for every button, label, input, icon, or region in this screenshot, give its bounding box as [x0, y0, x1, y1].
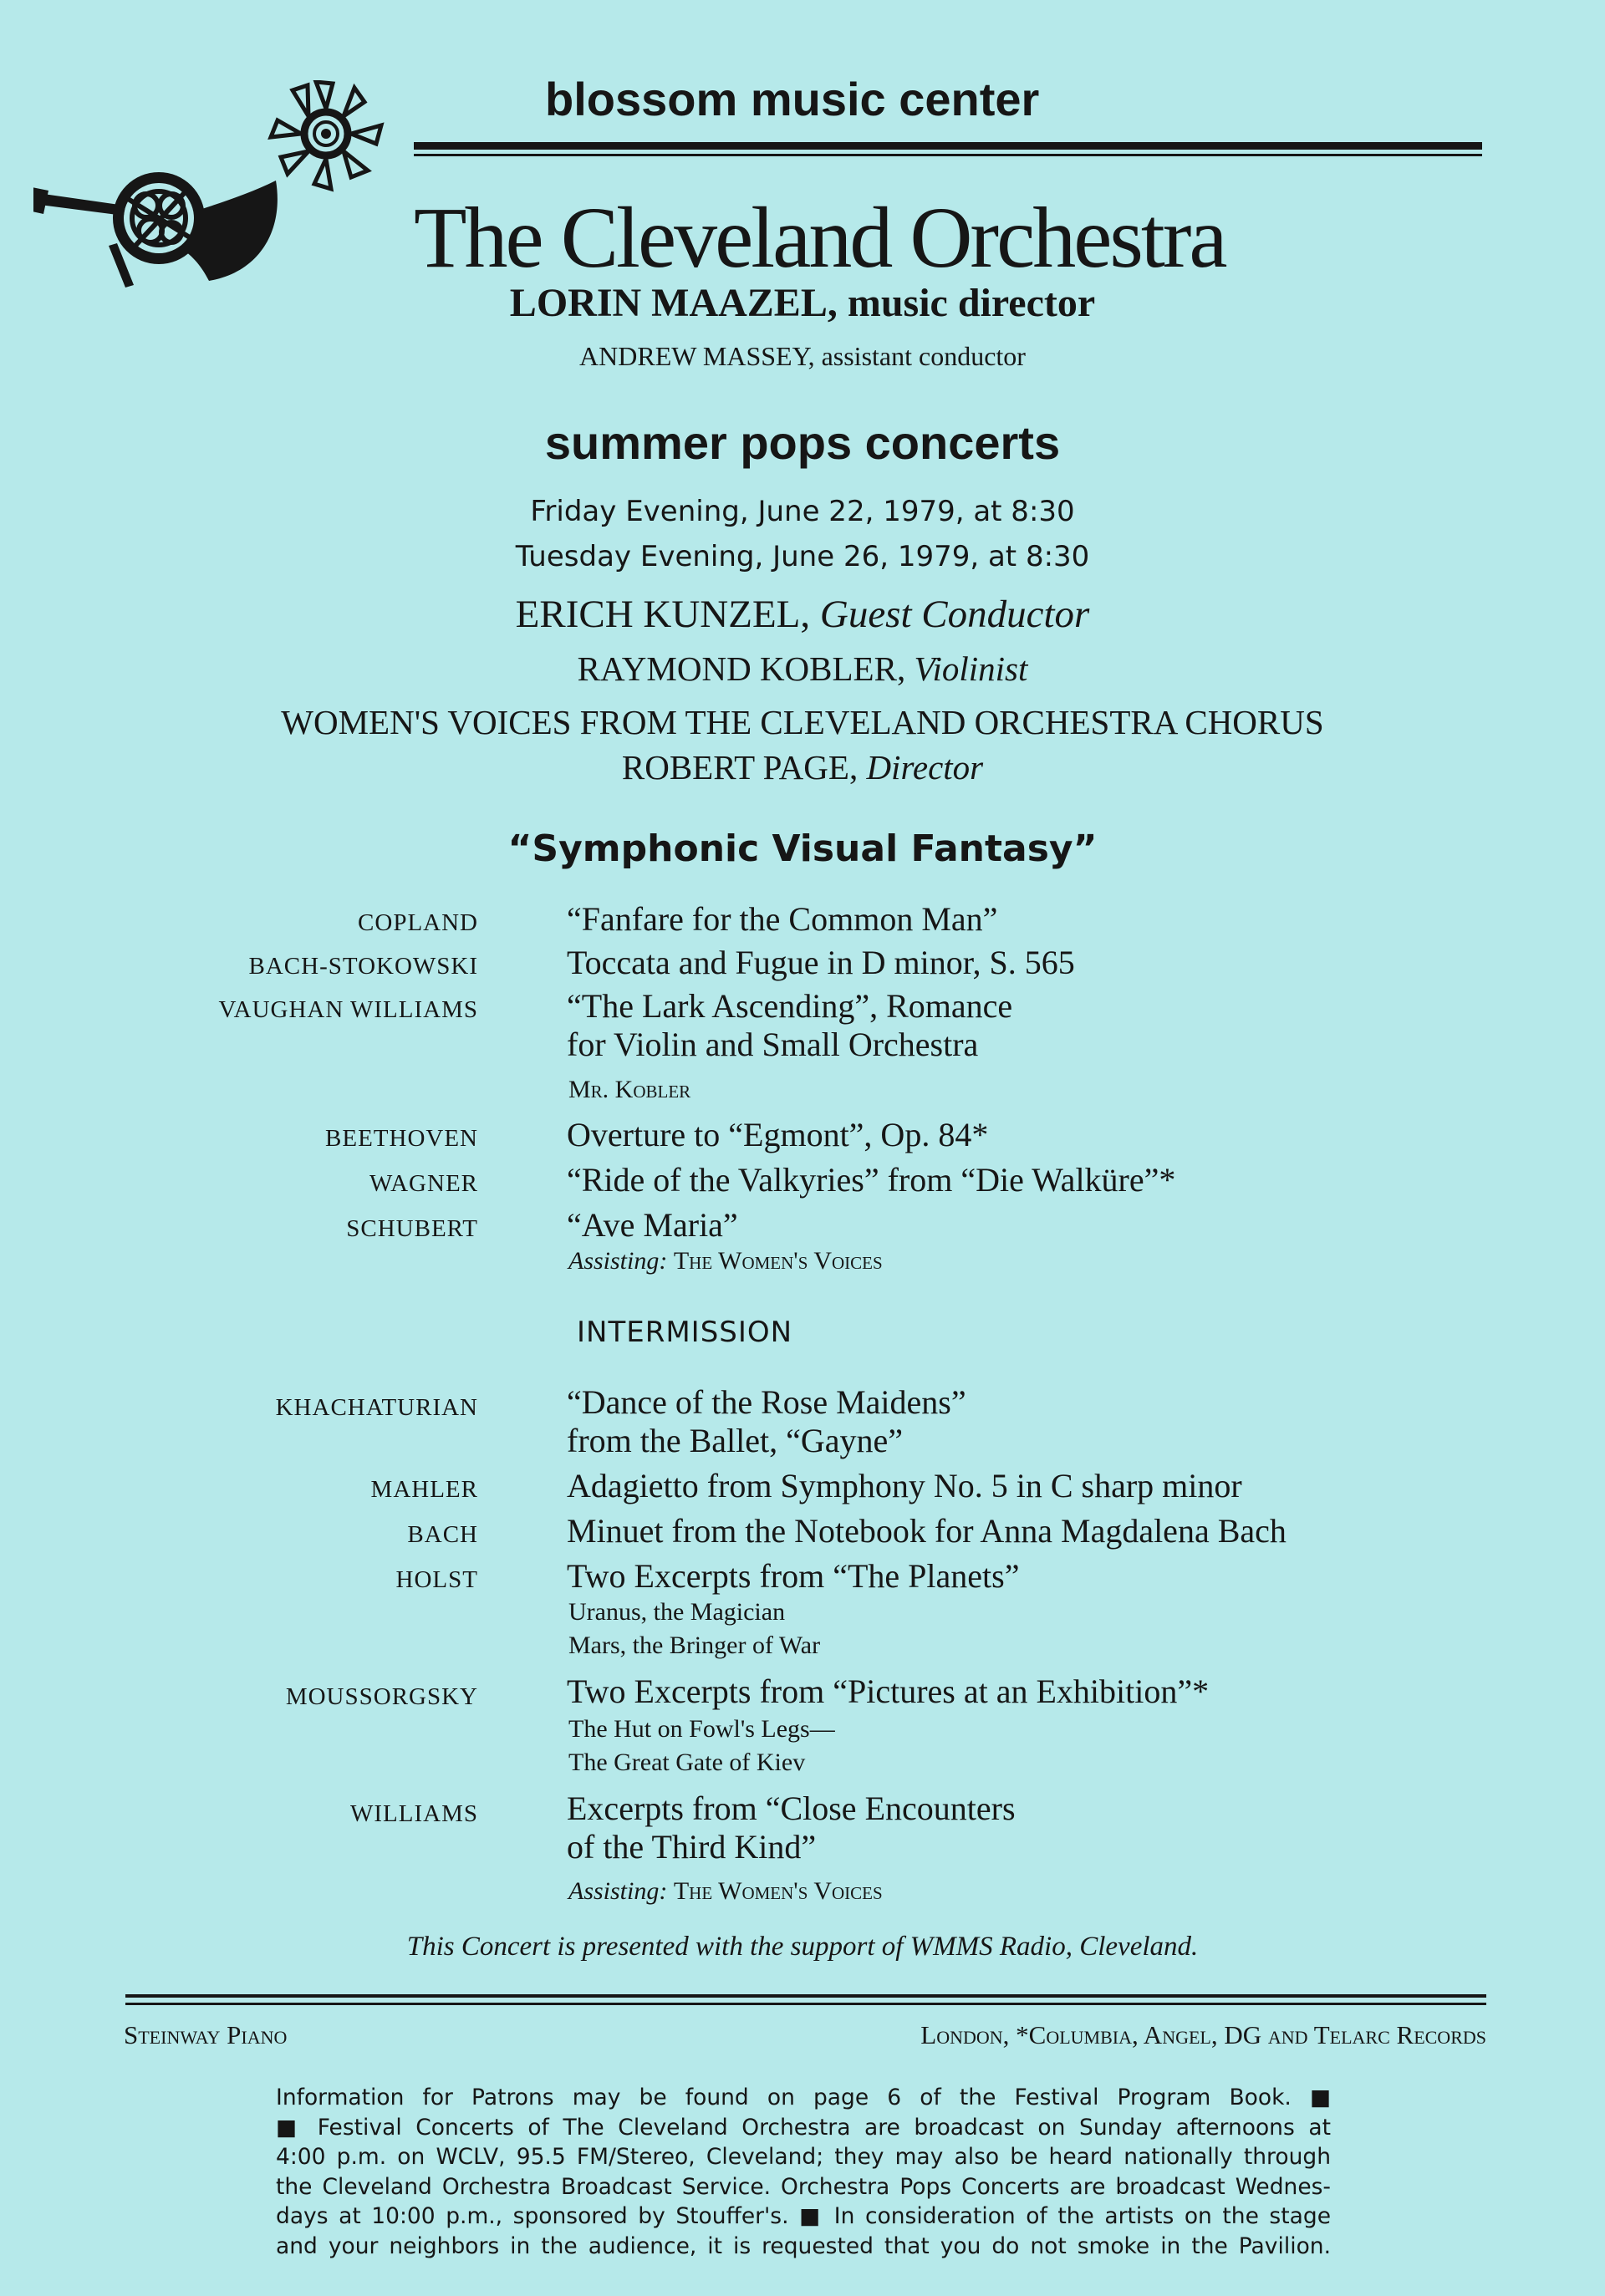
movement: The Hut on Fowl's Legs—: [568, 1715, 835, 1743]
work-title: Two Excerpts from “The Planets”: [567, 1557, 1020, 1595]
work-title: Overture to “Egmont”, Op. 84*: [567, 1116, 989, 1153]
orchestra-name: The Cleveland Orchestra: [414, 190, 1225, 286]
composer: WILLIAMS: [350, 1800, 478, 1827]
records-credit: London, *Columbia, Angel, DG and Telarc Records: [920, 2020, 1486, 2049]
chorus: WOMEN'S VOICES FROM THE CLEVELAND ORCHESTRA CHORUS: [281, 703, 1324, 741]
work-title-continued: from the Ballet, “Gayne”: [567, 1422, 904, 1459]
info-line: days at 10:00 p.m., sponsored by Stouffer's. ■ In consideration of the artists on the stage: [276, 2203, 1331, 2229]
chorus-director-role: Director: [866, 748, 984, 787]
composer: MOUSSORGSKY: [285, 1683, 478, 1710]
composer: SCHUBERT: [346, 1215, 478, 1242]
guest-conductor-role: Guest Conductor: [819, 593, 1090, 636]
composer: BEETHOVEN: [325, 1125, 478, 1152]
assisting-label: Assisting:: [568, 1247, 668, 1275]
chorus-director-name: ROBERT PAGE,: [621, 748, 859, 787]
work-title: Toccata and Fugue in D minor, S. 565: [567, 944, 1075, 981]
assisting-performers: The Women's Voices: [673, 1877, 883, 1905]
work-title: “Ride of the Valkyries” from “Die Walküre”*: [567, 1161, 1176, 1199]
composer: COPLAND: [358, 909, 478, 936]
work-title-continued: for Violin and Small Orchestra: [567, 1026, 979, 1063]
header-rule-thin: [414, 154, 1482, 156]
work-title: “Dance of the Rose Maidens”: [567, 1383, 966, 1421]
header-rule: [414, 142, 1482, 150]
concert-date: Friday Evening, June 22, 1979, at 8:30: [530, 495, 1075, 528]
work-title: Adagietto from Symphony No. 5 in C sharp minor: [567, 1467, 1242, 1504]
work-title: “The Lark Ascending”, Romance: [567, 987, 1013, 1025]
work-title-continued: of the Third Kind”: [567, 1828, 817, 1866]
music-director: LORIN MAAZEL, music director: [509, 281, 1096, 325]
violinist-name: RAYMOND KOBLER,: [577, 649, 906, 688]
concert-date: Tuesday Evening, June 26, 1979, at 8:30: [515, 540, 1090, 573]
venue-name: blossom music center: [545, 73, 1040, 125]
info-line: and your neighbors in the audience, it is requested that you do not smoke in the Pavilion.: [276, 2232, 1331, 2259]
chorus-director: [0, 747, 1605, 787]
info-line: ■ Festival Concerts of The Cleveland Orchestra are broadcast on Sunday afternoons at: [276, 2114, 1331, 2141]
intermission: INTERMISSION: [577, 1316, 793, 1349]
composer: BACH-STOKOWSKI: [248, 953, 478, 980]
assistant-conductor: ANDREW MASSEY, assistant conductor: [579, 341, 1026, 371]
info-line: 4:00 p.m. on WCLV, 95.5 FM/Stereo, Cleveland; they may also be heard nationally through: [276, 2144, 1331, 2170]
guest-conductor-name: ERICH KUNZEL,: [515, 593, 811, 636]
guest-conductor: [0, 592, 1605, 637]
soloist-note: Mr. Kobler: [568, 1076, 691, 1103]
footer-rule-thin: [125, 2003, 1486, 2005]
program-title: “Symphonic Visual Fantasy”: [507, 827, 1098, 870]
work-title: “Ave Maria”: [567, 1206, 738, 1244]
composer: HOLST: [395, 1566, 478, 1593]
series-title: summer pops concerts: [544, 416, 1061, 469]
info-line: Information for Patrons may be found on page 6 of the Festival Program Book. ■: [276, 2085, 1331, 2110]
movement: Uranus, the Magician: [568, 1598, 786, 1626]
composer: VAUGHAN WILLIAMS: [218, 996, 478, 1023]
assisting-performers: The Women's Voices: [673, 1247, 883, 1275]
french-horn-icon: [33, 172, 278, 288]
info-line: the Cleveland Orchestra Broadcast Service. Orchestra Pops Concerts are broadcast Wednes-: [276, 2173, 1331, 2200]
movement: Mars, the Bringer of War: [568, 1632, 821, 1659]
work-title: Two Excerpts from “Pictures at an Exhibition”*: [567, 1672, 1210, 1710]
composer: KHACHATURIAN: [275, 1394, 478, 1421]
assisting-note: [568, 1247, 883, 1275]
assisting-note: [568, 1877, 883, 1906]
violinist-role: Violinist: [914, 649, 1028, 688]
blossom-flower-icon: [271, 82, 381, 189]
composer: WAGNER: [369, 1170, 478, 1197]
patron-information: [276, 2083, 1331, 2261]
support-note: This Concert is presented with the support of WMMS Radio, Cleveland.: [406, 1932, 1199, 1962]
orchestra-logo: [33, 80, 418, 298]
work-title: “Fanfare for the Common Man”: [567, 900, 998, 938]
movement: The Great Gate of Kiev: [568, 1749, 806, 1776]
violinist: [0, 649, 1605, 689]
footer-rule: [125, 1994, 1486, 1998]
piano-credit: Steinway Piano: [124, 2020, 288, 2049]
composer: BACH: [407, 1521, 478, 1548]
composer: MAHLER: [370, 1476, 478, 1503]
work-title: Excerpts from “Close Encounters: [567, 1789, 1016, 1827]
work-title: Minuet from the Notebook for Anna Magdalena Bach: [567, 1512, 1287, 1550]
assisting-label: Assisting:: [568, 1877, 668, 1905]
